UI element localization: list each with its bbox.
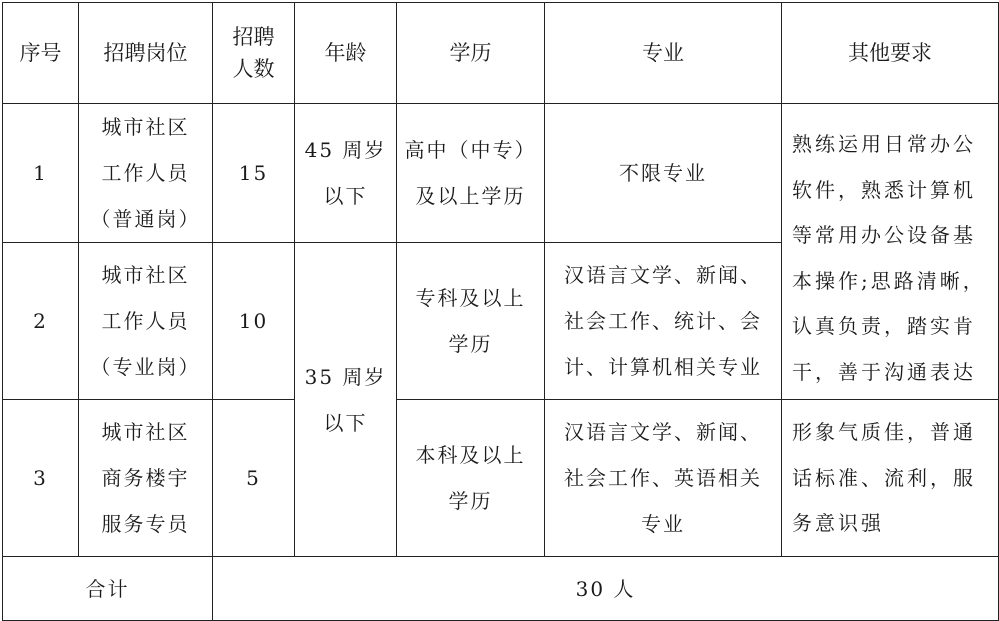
header-count xyxy=(213,3,295,104)
row-education-text: 本科及以上 学历 xyxy=(415,443,526,513)
row-major-text: 不限专业 xyxy=(619,161,707,185)
row-index-text: 1 xyxy=(33,161,48,185)
row-education xyxy=(397,243,545,400)
row-major-text: 汉语言文学、新闻、 社会工作、统计、会 计、计算机相关专业 xyxy=(564,263,762,379)
header-age: 年龄 xyxy=(295,3,397,104)
row-index xyxy=(3,104,79,243)
row-count xyxy=(213,104,295,243)
row-index-text: 2 xyxy=(33,309,48,333)
row-major xyxy=(545,243,782,400)
total-value xyxy=(213,557,999,621)
row-age-text: 45 周岁 以下 xyxy=(304,138,387,208)
row-education xyxy=(397,104,545,243)
row-position-text: 城市社区 工作人员 （普通岗） xyxy=(90,115,201,231)
row-count xyxy=(213,243,295,400)
row-position-text: 城市社区 工作人员 （专业岗） xyxy=(90,263,201,379)
row-education-text: 专科及以上 学历 xyxy=(415,286,526,356)
header-position: 招聘岗位 xyxy=(79,3,213,104)
table-row xyxy=(3,400,999,557)
row-position xyxy=(79,104,213,243)
row-age-text: 35 周岁 以下 xyxy=(304,364,387,435)
row-index-text: 3 xyxy=(33,466,48,490)
total-value-text: 30 人 xyxy=(575,576,636,601)
total-row xyxy=(3,557,999,621)
row-other-requirements xyxy=(782,400,999,557)
row-position xyxy=(79,400,213,557)
row-count-text: 15 xyxy=(238,161,269,185)
row-count xyxy=(213,400,295,557)
row-count-text: 5 xyxy=(246,466,261,490)
row-count-text: 10 xyxy=(238,309,269,333)
total-label xyxy=(3,557,213,621)
row-index xyxy=(3,243,79,400)
row-position-text: 城市社区 商务楼宇 服务专员 xyxy=(101,420,190,536)
header-index: 序号 xyxy=(3,3,79,104)
shared-other-requirements-text: 熟练运用日常办公 软件，熟悉计算机 等常用办公设备基 本操作;思路清晰， 认真负责，踏实肯 干，善于沟通表达 xyxy=(792,132,986,384)
total-label-text: 合计 xyxy=(85,576,130,601)
header-row xyxy=(3,3,999,104)
header-other: 其他要求 xyxy=(782,3,999,104)
shared-other-requirements xyxy=(782,104,999,400)
table-row xyxy=(3,104,999,243)
row-age-merged xyxy=(295,243,397,557)
row-position xyxy=(79,243,213,400)
row-education xyxy=(397,400,545,557)
row-other-requirements-text: 形象气质佳，普通 话标准、流利，服 务意识强 xyxy=(792,420,976,535)
row-age xyxy=(295,104,397,243)
header-education: 学历 xyxy=(397,3,545,104)
row-major xyxy=(545,104,782,243)
header-count-label: 招聘 人数 xyxy=(232,25,275,81)
row-major-text: 汉语言文学、新闻、 社会工作、英语相关 专业 xyxy=(564,420,762,536)
header-major: 专业 xyxy=(545,3,782,104)
row-index xyxy=(3,400,79,557)
row-major xyxy=(545,400,782,557)
recruitment-table xyxy=(2,2,999,621)
row-education-text: 高中（中专） 及以上学历 xyxy=(404,138,537,208)
